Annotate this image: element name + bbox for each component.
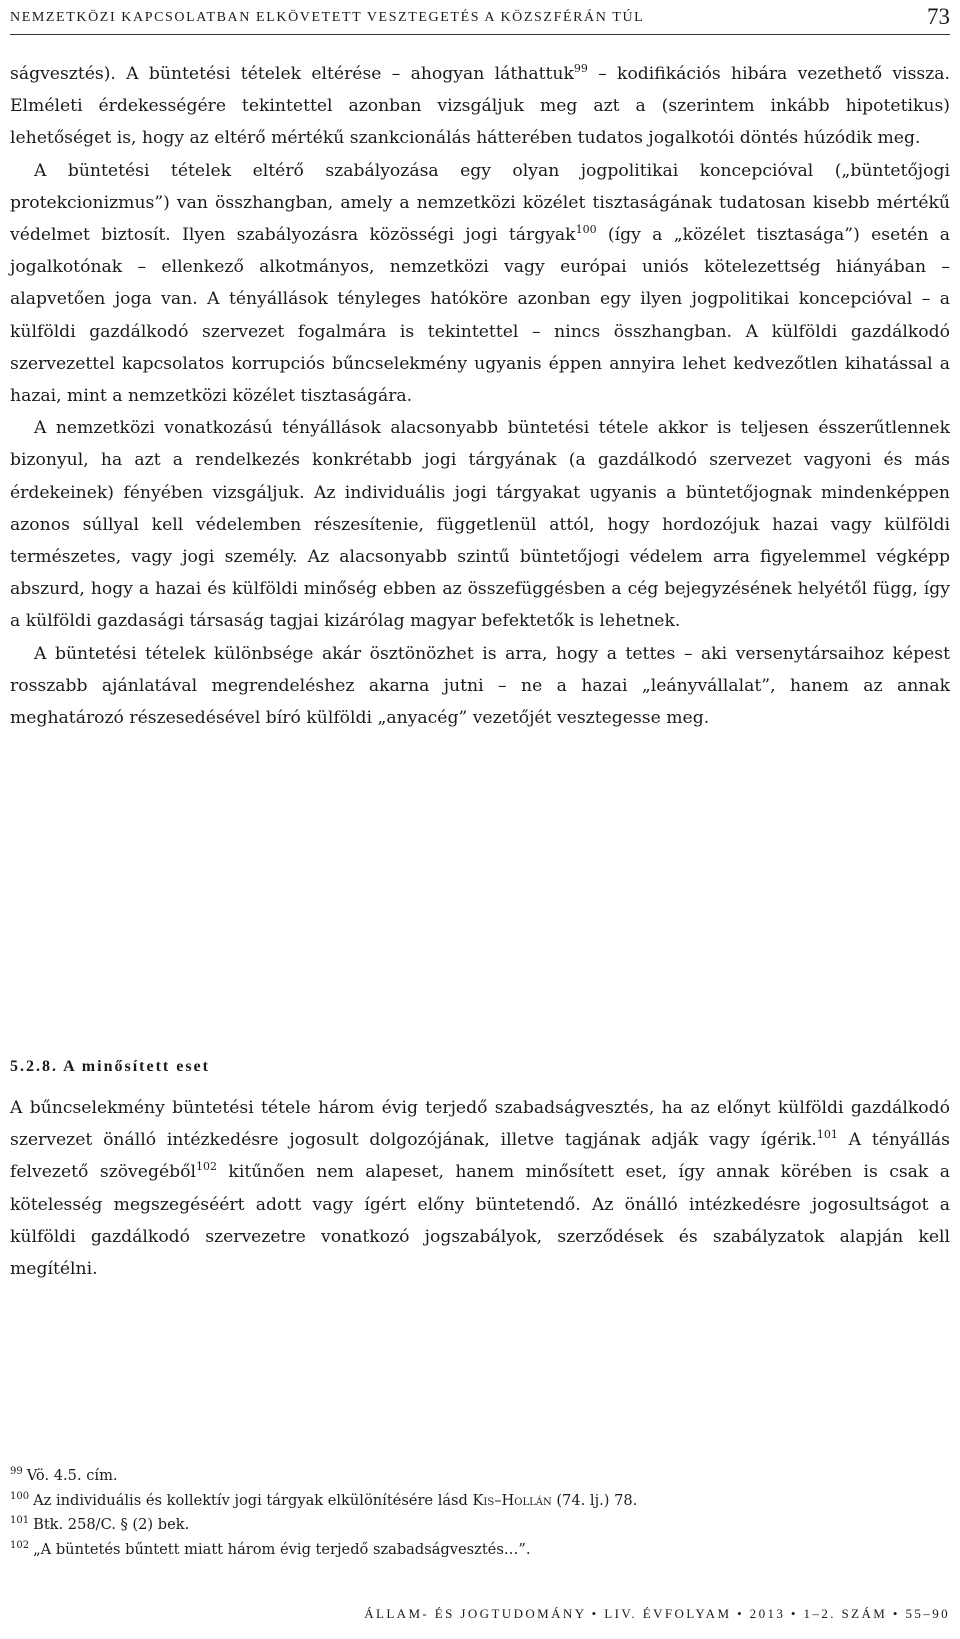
paragraph-1 [10,58,950,155]
footnote-text: Btk. 258/C. § (2) bek. [33,1516,190,1533]
section-text-a: A bűncselekmény büntetési tétele három évig terjedő szabadságvesztés, ha az előnyt külföldi gazdálkodó szervezet önálló intézkedésre jogosult dolgozójának, illetve tagjának adják vagy ígérik. [10,1098,950,1151]
footnote-101 [10,1513,950,1538]
running-head [10,4,950,35]
page-footer: ÁLLAM- ÉS JOGTUDOMÁNY • LIV. ÉVFOLYAM • 2013 • 1–2. SZÁM • 55–90 [364,1606,950,1621]
footnote-99 [10,1464,950,1489]
section-text-c: kitűnően nem alapeset, hanem minősített eset, így annak körében is csak a kötelesség megszegéséért adott vagy ígért előny büntetendő. Az önálló intézkedésre jogosultságot a külföldi gazdálkodó szervezetre vonatkozó jogszabályok, szerződések és szabályzatok alapján kell megítélni. [10,1162,951,1280]
running-head-title: NEMZETKÖZI KAPCSOLATBAN ELKÖVETETT VESZTEGETÉS A KÖZSZFÉRÁN TÚL [10,10,645,25]
footnote-ref-101[interactable]: 101 [816,1128,838,1142]
footnote-ref-99[interactable]: 99 [573,61,588,75]
paragraph-3: A nemzetközi vonatkozású tényállások alacsonyabb büntetési tétele akkor is teljesen ésszerűtlennek bizonyul, ha azt a rendelkezés konkrétabb jogi tárgyának (a gazdálkodó szervezet vagyoni és más érdekeinek) fényében vizsgáljuk. Az individuális jogi tárgyakat ugyanis a büntetőjognak mindenképpen azonos súllyal kell védelemben részesítenie, függetlenül attól, hogy hordozójuk hazai vagy külföldi természetes, vagy jogi személy. Az alacsonyabb szintű büntetőjogi védelem arra figyelemmel végképp abszurd, hogy a hazai és külföldi minőség ebben az összefüggésben a cég bejegyzésének helyétől függ, így a külföldi gazdasági társaság tagjai kizárólag magyar befektetők is lehetnek. [10,418,950,632]
footnote-number: 100 [10,1490,30,1502]
footnote-text: Az individuális és kollektív jogi tárgyak elkülönítésére lásd [33,1491,473,1509]
section-text [10,1092,950,1285]
footnote-number: 102 [10,1539,30,1551]
section-heading: 5.2.8. A minősített eset [10,1058,210,1076]
footnote-number: 99 [10,1466,23,1477]
section-paragraph [10,1092,950,1285]
footnote-text: (74. lj.) 78. [551,1491,638,1509]
paragraph-1-text-b: – kodifikációs hibára vezethető vissza. Elméleti érdekességére tekintettel azonban vizsgáljuk meg azt a (szerintem inkább hipotetikus) lehetőséget is, hogy az eltérő mértékű szankcionálás hátterében tudatos jogalkotói döntés húzódik meg. [10,64,950,149]
paragraph-1-text-a: ságvesztés). A büntetési tételek eltérése – ahogyan láthattuk [10,64,574,84]
footnotes [10,1464,950,1562]
footnote-ref-100[interactable]: 100 [575,222,597,236]
footnote-ref-102[interactable]: 102 [195,1160,217,1174]
footnote-text: Vö. 4.5. cím. [26,1467,118,1484]
footnote-text: „A büntetés bűntett miatt három évig terjedő szabadságvesztés…”. [33,1540,531,1558]
paragraph-2-text-b: (így a „közélet tisztasága”) esetén a jogalkotónak – ellenkező alkotmányos, nemzetközi vagy európai uniós kötelezettség hiányában – alapvetően joga van. A tényállások tényleges hatóköre azonban egy ilyen jogpolitikai koncepcióval – a külföldi gazdálkodó szervezet fogalmára is tekintettel – nincs összhangban. A külföldi gazdálkodó szervezettel kapcsolatos korrupciós bűncselekmény ugyanis éppen annyira lehet kedvezőtlen kihatással a hazai, mint a nemzetközi közélet tisztaságára. [10,225,951,407]
footnote-100 [10,1489,950,1514]
paragraph-2-text-a: A büntetési tételek eltérő szabályozása egy olyan jogpolitikai koncepcióval („büntetőjogi protekcionizmus”) van összhangban, amely a nemzetközi közélet tisztaságának tudatosan kisebb mértékű védelmet biztosít. Ilyen szabályozásra közösségi jogi tárgyak [10,160,950,246]
paragraph-4: A büntetési tételek különbsége akár ösztönözhet is arra, hogy a tettes – aki versenytársaihoz képest rosszabb ajánlatával megrendeléshez akarna jutni – ne a hazai „leányvállalat”, hanem az annak meghatározó részesedésével bíró külföldi „anyacég” vezetőjét vesztegesse meg. [10,643,950,729]
page-number: 73 [927,4,950,29]
footnote-102 [10,1538,950,1563]
section-text-b: A tényállás felvezető szövegéből [10,1130,950,1183]
body-text [10,58,950,734]
footnote-number: 101 [10,1515,30,1526]
footnote-authors: Kis–Hollán [472,1491,552,1509]
paragraph-2 [10,155,950,413]
